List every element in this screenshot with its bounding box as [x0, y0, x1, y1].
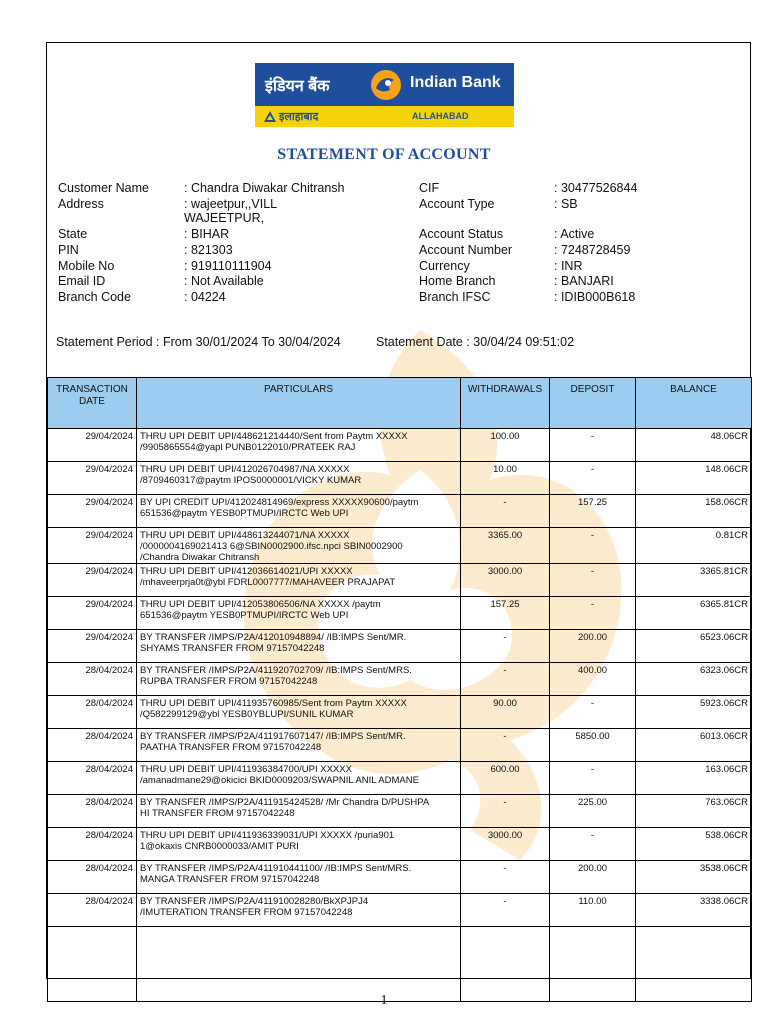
cell-date: 28/04/2024 — [48, 696, 137, 729]
particulars-line: /Q582299129@ybl YESB0YBLUPI/SUNIL KUMAR — [140, 709, 354, 720]
email-label: Email ID — [58, 274, 106, 288]
particulars-line: BY TRANSFER /IMPS/P2A/411910441100/ /IB:IMPS Sent/MRS. — [140, 863, 412, 874]
cell-withdrawal: 3365.00 — [461, 528, 550, 564]
logo-top-band — [255, 63, 514, 106]
statement-title: STATEMENT OF ACCOUNT — [277, 146, 491, 163]
cell-particulars — [137, 828, 461, 861]
cell-balance: 148.06CR — [636, 462, 752, 495]
logo-sub-english: ALLAHABAD — [412, 111, 469, 121]
particulars-line: MANGA TRANSFER FROM 97157042248 — [140, 874, 320, 885]
particulars-line: BY TRANSFER /IMPS/P2A/411915424528/ /Mr Chandra D/PUSHPA — [140, 797, 430, 808]
particulars-line: BY TRANSFER /IMPS/P2A/411920702709/ /IB:IMPS Sent/MRS. — [140, 665, 412, 676]
address-value: : wajeetpur,,VILL — [184, 197, 278, 211]
cell-deposit: 225.00 — [550, 795, 636, 828]
table-row — [48, 696, 752, 729]
cell-deposit: - — [550, 462, 636, 495]
particulars-line: /0000004169021413 6@SBIN0002900.ifsc.npci SBIN0002900 — [140, 541, 403, 552]
particulars-line: THRU UPI DEBIT UPI/412053806506/NA XXXXX /paytm — [140, 599, 381, 610]
particulars-line: 651536@paytm YESB0PTMUPI/IRCTC Web UPI — [140, 610, 349, 621]
cell-withdrawal: - — [461, 630, 550, 663]
cell-particulars — [137, 495, 461, 528]
cell-particulars — [137, 663, 461, 696]
cell-deposit: - — [550, 762, 636, 795]
cell-deposit: - — [550, 564, 636, 597]
empty-cell — [48, 927, 137, 1002]
pin-value: : 821303 — [184, 243, 233, 257]
cell-deposit: 5850.00 — [550, 729, 636, 762]
cell-balance: 3338.06CR — [636, 894, 752, 927]
cell-particulars — [137, 762, 461, 795]
account-number-value: : 7248728459 — [554, 243, 631, 257]
logo-sub-hindi: इलाहाबाद — [279, 111, 319, 123]
cell-date: 29/04/2024 — [48, 564, 137, 597]
particulars-line: /IMUTERATION TRANSFER FROM 97157042248 — [140, 907, 353, 918]
home-branch-value: : BANJARI — [554, 274, 614, 288]
cell-particulars — [137, 861, 461, 894]
empty-cell — [550, 927, 636, 1002]
particulars-line: THRU UPI DEBIT UPI/448621214440/Sent from Paytm XXXXX — [140, 431, 408, 442]
branch-code-value: : 04224 — [184, 290, 226, 304]
cell-date: 29/04/2024 — [48, 630, 137, 663]
particulars-line: /9905865554@yapl PUNB0122010/PRATEEK RAJ — [140, 442, 356, 453]
cell-date: 29/04/2024 — [48, 462, 137, 495]
logo-bottom-band — [255, 106, 514, 127]
account-type-value: : SB — [554, 197, 578, 211]
cell-particulars — [137, 894, 461, 927]
particulars-line: SHYAMS TRANSFER FROM 97157042248 — [140, 643, 325, 654]
empty-cell — [461, 927, 550, 1002]
particulars-line: HI TRANSFER FROM 97157042248 — [140, 808, 295, 819]
particulars-line: PAATHA TRANSFER FROM 97157042248 — [140, 742, 322, 753]
cell-deposit: 200.00 — [550, 630, 636, 663]
cell-deposit: - — [550, 597, 636, 630]
cell-withdrawal: - — [461, 663, 550, 696]
cell-balance: 5923.06CR — [636, 696, 752, 729]
particulars-line: THRU UPI DEBIT UPI/448613244071/NA XXXXX — [140, 530, 350, 541]
cell-particulars — [137, 696, 461, 729]
customer-name-value: : Chandra Diwakar Chitransh — [184, 181, 345, 195]
state-label: State — [58, 227, 88, 241]
cell-deposit: 200.00 — [550, 861, 636, 894]
cell-withdrawal: 3000.00 — [461, 564, 550, 597]
account-status-value: : Active — [554, 227, 595, 241]
particulars-line: /amanadmane29@okicici BKID0009203/SWAPNIL ANIL ADMANE — [140, 775, 419, 786]
header-withdrawals: WITHDRAWALS — [461, 378, 550, 429]
table-row — [48, 597, 752, 630]
cell-deposit: 400.00 — [550, 663, 636, 696]
transaction-table — [47, 377, 752, 1002]
cell-deposit: 157.25 — [550, 495, 636, 528]
branch-ifsc-value: : IDIB000B618 — [554, 290, 636, 304]
address-label: Address — [58, 197, 104, 211]
cell-balance: 48.06CR — [636, 429, 752, 462]
header-deposit: DEPOSIT — [550, 378, 636, 429]
cell-date: 29/04/2024 — [48, 429, 137, 462]
logo-hindi-name: इंडियन बैंक — [265, 78, 330, 95]
cell-particulars — [137, 429, 461, 462]
cell-date: 29/04/2024 — [48, 597, 137, 630]
cell-withdrawal: - — [461, 795, 550, 828]
particulars-line: THRU UPI DEBIT UPI/412036614021/UPI XXXXX — [140, 566, 353, 577]
cell-date: 29/04/2024 — [48, 495, 137, 528]
cell-deposit: - — [550, 828, 636, 861]
particulars-line: /8709460317@paytm IPOS0000001/VICKY KUMAR — [140, 475, 362, 486]
account-status-label: Account Status — [419, 227, 504, 241]
table-row — [48, 762, 752, 795]
cell-balance: 6013.06CR — [636, 729, 752, 762]
cell-withdrawal: 10.00 — [461, 462, 550, 495]
header-balance: BALANCE — [636, 378, 752, 429]
page-number: 1 — [380, 993, 388, 1008]
cell-deposit: - — [550, 696, 636, 729]
customer-name-label: Customer Name — [58, 181, 149, 195]
cell-particulars — [137, 564, 461, 597]
cell-date: 29/04/2024 — [48, 528, 137, 564]
particulars-line: /Chandra Diwakar Chitransh — [140, 552, 260, 563]
cell-date: 28/04/2024 — [48, 762, 137, 795]
cell-particulars — [137, 597, 461, 630]
header-transaction-date: TRANSACTION DATE — [48, 378, 137, 429]
cell-date: 28/04/2024 — [48, 894, 137, 927]
cell-balance: 163.06CR — [636, 762, 752, 795]
particulars-line: BY UPI CREDIT UPI/412024814969/express XXXXX90600/paytm — [140, 497, 419, 508]
cell-deposit: 110.00 — [550, 894, 636, 927]
cell-date: 28/04/2024 — [48, 663, 137, 696]
cell-particulars — [137, 462, 461, 495]
cell-date: 28/04/2024 — [48, 729, 137, 762]
particulars-line: 651536@paytm YESB0PTMUPI/IRCTC Web UPI — [140, 508, 349, 519]
branch-ifsc-label: Branch IFSC — [419, 290, 491, 304]
cell-withdrawal: - — [461, 729, 550, 762]
cell-balance: 763.06CR — [636, 795, 752, 828]
empty-table-row — [48, 927, 752, 1002]
cell-date: 28/04/2024 — [48, 861, 137, 894]
cell-withdrawal: 100.00 — [461, 429, 550, 462]
home-branch-label: Home Branch — [419, 274, 496, 288]
account-type-label: Account Type — [419, 197, 495, 211]
particulars-line: THRU UPI DEBIT UPI/411935760985/Sent from Paytm XXXXX — [140, 698, 407, 709]
header-particulars: PARTICULARS — [137, 378, 461, 429]
table-row — [48, 663, 752, 696]
currency-value: : INR — [554, 259, 583, 273]
bank-emblem-icon — [368, 68, 404, 102]
cell-balance: 158.06CR — [636, 495, 752, 528]
particulars-line: BY TRANSFER /IMPS/P2A/412010948894/ /IB:IMPS Sent/MR. — [140, 632, 407, 643]
branch-code-label: Branch Code — [58, 290, 131, 304]
table-row — [48, 462, 752, 495]
statement-date: Statement Date : 30/04/24 09:51:02 — [376, 335, 575, 349]
particulars-line: THRU UPI DEBIT UPI/411936384700/UPI XXXXX — [140, 764, 352, 775]
table-row — [48, 729, 752, 762]
mobile-value: : 919110111904 — [184, 259, 272, 273]
pin-label: PIN — [58, 243, 79, 257]
cell-withdrawal: - — [461, 495, 550, 528]
address-value-line2: WAJEETPUR, — [184, 211, 265, 225]
email-value: : Not Available — [184, 274, 264, 288]
cell-withdrawal: - — [461, 894, 550, 927]
cell-particulars — [137, 795, 461, 828]
particulars-line: BY TRANSFER /IMPS/P2A/411910028280/BkXPJPJ4 — [140, 896, 369, 907]
cif-label: CIF — [419, 181, 440, 195]
bank-logo — [255, 63, 514, 127]
empty-cell — [137, 927, 461, 1002]
currency-label: Currency — [419, 259, 470, 273]
cell-particulars — [137, 729, 461, 762]
transaction-body — [48, 429, 752, 1002]
table-row — [48, 630, 752, 663]
cell-date: 28/04/2024 — [48, 795, 137, 828]
cell-particulars — [137, 528, 461, 564]
cell-balance: 3538.06CR — [636, 861, 752, 894]
cell-balance: 6365.81CR — [636, 597, 752, 630]
table-row — [48, 861, 752, 894]
table-row — [48, 828, 752, 861]
cell-withdrawal: 90.00 — [461, 696, 550, 729]
particulars-line: RUPBA TRANSFER FROM 97157042248 — [140, 676, 318, 687]
cell-balance: 6323.06CR — [636, 663, 752, 696]
particulars-line: BY TRANSFER /IMPS/P2A/411917607147/ /IB:IMPS Sent/MR. — [140, 731, 406, 742]
table-row — [48, 795, 752, 828]
cell-withdrawal: 157.25 — [461, 597, 550, 630]
triangle-icon — [264, 111, 276, 122]
cell-balance: 3365.81CR — [636, 564, 752, 597]
cell-balance: 0.81CR — [636, 528, 752, 564]
cell-balance: 6523.06CR — [636, 630, 752, 663]
particulars-line: /mhaveerprja0t@ybl FDRL0007777/MAHAVEER PRAJAPAT — [140, 577, 396, 588]
particulars-line: 1@okaxis CNRB0000033/AMIT PURI — [140, 841, 299, 852]
cif-value: : 30477526844 — [554, 181, 638, 195]
cell-date: 28/04/2024 — [48, 828, 137, 861]
cell-deposit: - — [550, 528, 636, 564]
cell-particulars — [137, 630, 461, 663]
mobile-label: Mobile No — [58, 259, 115, 273]
table-row — [48, 429, 752, 462]
table-row — [48, 528, 752, 564]
cell-balance: 538.06CR — [636, 828, 752, 861]
logo-english-name: Indian Bank — [410, 74, 501, 91]
cell-withdrawal: 600.00 — [461, 762, 550, 795]
statement-period: Statement Period : From 30/01/2024 To 30/04/2024 — [56, 335, 341, 349]
cell-withdrawal: 3000.00 — [461, 828, 550, 861]
empty-cell — [636, 927, 752, 1002]
state-value: : BIHAR — [184, 227, 230, 241]
particulars-line: THRU UPI DEBIT UPI/412026704987/NA XXXXX — [140, 464, 350, 475]
cell-withdrawal: - — [461, 861, 550, 894]
account-number-label: Account Number — [419, 243, 513, 257]
table-header-row — [48, 378, 752, 429]
cell-deposit: - — [550, 429, 636, 462]
table-row — [48, 564, 752, 597]
particulars-line: THRU UPI DEBIT UPI/411936339031/UPI XXXXX /puria901 — [140, 830, 395, 841]
table-row — [48, 894, 752, 927]
table-row — [48, 495, 752, 528]
